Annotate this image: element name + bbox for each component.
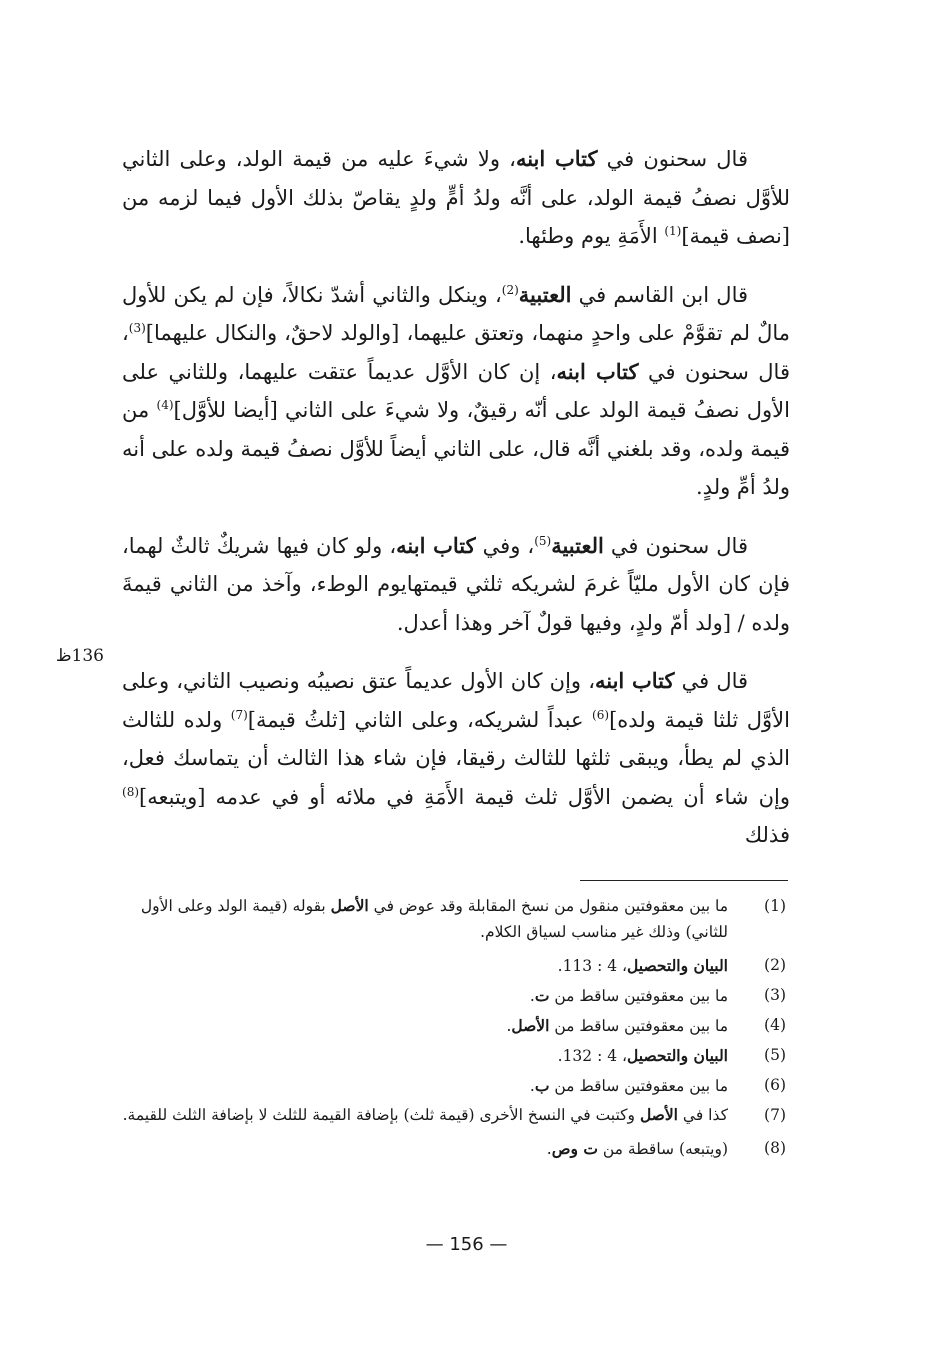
- footnote-number: (2): [764, 956, 786, 974]
- footnote-number: (1): [764, 897, 786, 915]
- book-title: كتاب ابنه: [515, 146, 598, 171]
- footnote-text: ما بين معقوفتين ساقط من ت.: [529, 986, 728, 1005]
- footnote-item: [122, 1134, 790, 1164]
- footnote-text: كذا في الأصل وكتبت في النسخ الأخرى (قيمة ثلث) بإضافة القيمة للثلث لا بإضافة الثلث للقيمة.: [122, 1105, 728, 1124]
- book-title: العتبية: [551, 532, 604, 558]
- footnote-ref: (3): [128, 321, 146, 335]
- footnote-number: (4): [764, 1016, 786, 1034]
- footnote-item: [122, 1041, 790, 1071]
- book-title: العتبية: [518, 281, 572, 307]
- footnote-item: [122, 981, 790, 1011]
- footnote-item: [122, 1011, 790, 1041]
- footnotes: [122, 892, 790, 1164]
- footnote-text: ما بين معقوفتين ساقط من ب.: [529, 1076, 728, 1095]
- footnote-text: ما بين معقوفتين ساقط من الأصل.: [506, 1016, 728, 1035]
- book-title: كتاب ابنه: [396, 532, 476, 558]
- footnote-ref: (5): [534, 533, 552, 548]
- main-text: [122, 140, 790, 875]
- footnote-ref: (8): [122, 784, 140, 799]
- footnote-ref: (1): [664, 224, 682, 238]
- footnote-text: (ويتبعه) ساقطة من ت وص.: [546, 1139, 728, 1158]
- footnote-ref: (4): [156, 398, 174, 412]
- footnote-separator: [580, 880, 788, 881]
- page-number: — 156 —: [425, 1234, 508, 1255]
- footnote-text: البيان والتحصيل، 4 : 113.: [557, 956, 728, 975]
- manuscript-folio-note: 136ظ: [55, 646, 104, 666]
- footnote-text: ما بين معقوفتين منقول من نسخ المقابلة وقد عوض في الأصل بقوله (قيمة الولد وعلى الأول للثاني) وذلك غير مناسب لسياق الكلام.: [140, 896, 728, 941]
- footnote-ref: (6): [592, 707, 610, 722]
- footnote-number: (6): [764, 1076, 786, 1094]
- footnote-number: (8): [764, 1139, 786, 1157]
- paragraph-3: قال سحنون في العتبية$^{(5)}$، وفي كتاب ابنه، ولو كان فيها شريكٌ ثالثٌ لهما، فإن كان الأول مليّاً غرمَ لشريكه ثلثي قيمتهايوم الوطء، وآخذ من الثاني قيمةَ ولده / [ولد أمّ ولدٍ، وفيها قولٌ آخر وهذا أعدل.: [122, 532, 790, 635]
- book-title: كتاب ابنه: [594, 668, 675, 693]
- footnote-number: (3): [764, 986, 786, 1004]
- footnote-item: [122, 1101, 790, 1134]
- footnote-number: (7): [764, 1106, 786, 1124]
- footnote-item: [122, 892, 790, 951]
- footnote-ref: (2): [501, 282, 519, 297]
- footnote-ref: (7): [230, 707, 248, 722]
- paragraph-4: قال في كتاب ابنه، وإن كان الأول عديماً عتق نصيبُه ونصيب الثاني، وعلى الأوَّل ثلثا قيمة ولده]$^{(6)}$ عبداً لشريكه، وعلى الثاني [ثلثُ قيمة]$^{(7)}$ ولده للثالث الذي لم يطأ، ويبقى ثلثها للثالث رقيقا، فإن شاء هذا الثالث أن يتماسك فعل، وإن شاء أن يضمن الأوَّل ثلث قيمة الأَمَةِ في ملائه أو في عدمه [ويتبعه]$^{(8)}$ فذلك: [122, 668, 790, 847]
- footnote-text: البيان والتحصيل، 4 : 132.: [557, 1046, 728, 1065]
- book-title: كتاب ابنه: [556, 358, 639, 384]
- footnote-number: (5): [764, 1046, 786, 1064]
- footnote-item: [122, 951, 790, 981]
- paragraph-1: قال سحنون في كتاب ابنه، ولا شيءَ عليه من قيمة الولد، وعلى الثاني للأوَّل نصفُ قيمة الولد، على أنَّه ولدُ أمٍّ ولدٍ يقاصّ بذلك الأول فيما لزمه من [نصف قيمة]$^{(1)}$ الأَمَةِ يوم وطئها.: [122, 146, 790, 248]
- paragraph-2: قال ابن القاسم في العتبية$^{(2)}$، وينكل والثاني أشدّ نكالاً، فإن لم يكن للأول مالٌ لم تقوَّمْ على واحدٍ منهما، وتعتق عليهما، [والولد لاحقٌ، والنكال عليهما]$^{(3)}$، قال سحنون في كتاب ابنه، إن كان الأوَّل عديماً عتقت عليهما، وللثاني على الأول نصفُ قيمة الولد على أنّه رقيقٌ، ولا شيءَ على الثاني [أيضا للأوَّل]$^{(4)}$ من قيمة ولده، وقد بلغني أنَّه قال، على الثاني أيضاً للأوَّل نصفُ قيمة ولده على أنه ولدُ أمِّ ولدٍ.: [122, 281, 790, 499]
- footnote-item: [122, 1071, 790, 1101]
